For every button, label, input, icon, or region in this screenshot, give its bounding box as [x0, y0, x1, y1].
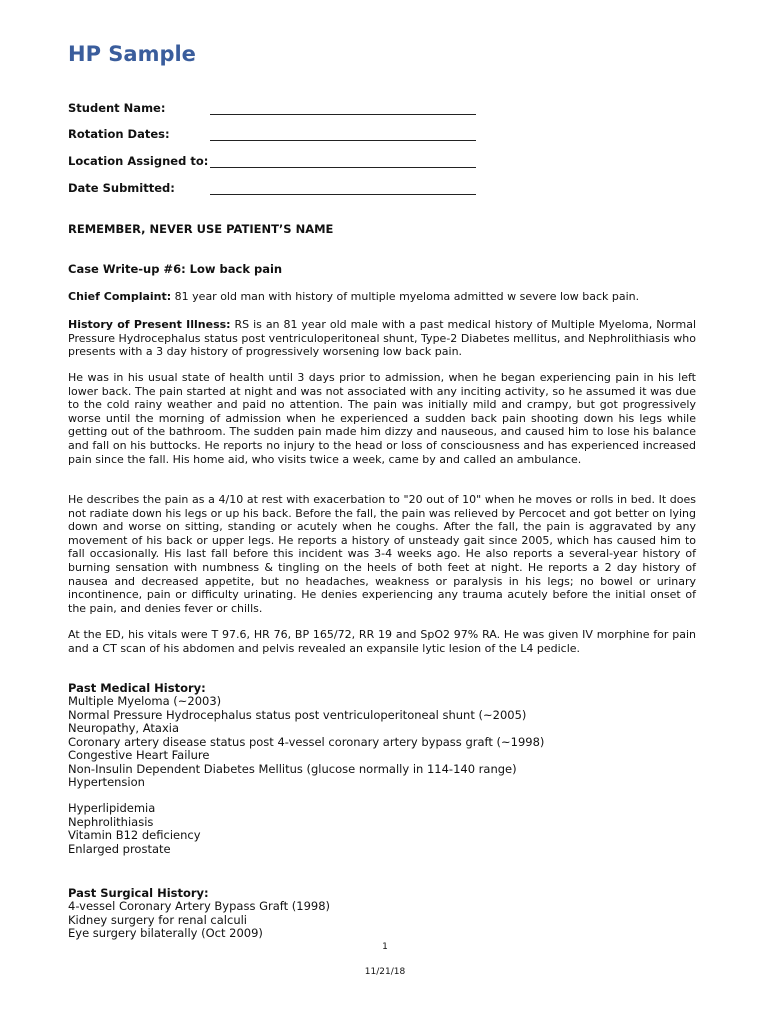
case-title: Case Write-up #6: Low back pain — [68, 262, 283, 276]
list-item: Multiple Myeloma (~2003) — [68, 694, 222, 708]
list-item: Neuropathy, Ataxia — [68, 721, 180, 735]
blank-line — [210, 167, 476, 168]
pmh-title: Past Medical History: — [68, 681, 206, 695]
blank-line — [210, 194, 476, 195]
list-item: Eye surgery bilaterally (Oct 2009) — [68, 926, 263, 940]
pmh-list-b — [68, 802, 201, 856]
hpi-paragraph-3: He describes the pain as a 4/10 at rest with exacerbation to "20 out of 10" when he moves or rolls in bed. It does not radiate down his legs or up his back. Before the fall, the pain was relieved by Percocet and got better on lying down and worse on sitting, standing or acutely when he coughs. After the fall, the pain is aggravated by any movement of his back or upper legs. He reports a history of unsteady gait since 2005, which has caused him to fall occasionally. His last fall before this incident was 3-4 weeks ago. He also reports a several-year history of burning sensation with numbness & tingling on the heels of both feet at night. He reports a 2 day history of nausea and decreased appetite, but no headaches, weakness or paralysis in his legs; no bowel or urinary incontinence, pain or difficulty urinating. He denies experiencing any trauma acutely before the initial onset of the pain, and denies fever or chills. — [68, 493, 696, 615]
page-title: HP Sample — [68, 42, 196, 66]
chief-complaint-label: Chief Complaint: — [68, 290, 172, 303]
field-label: Rotation Dates: — [68, 127, 170, 141]
ed-paragraph: At the ED, his vitals were T 97.6, HR 76, BP 165/72, RR 19 and SpO2 97% RA. He was given IV morphine for pain and a CT scan of his abdomen and pelvis revealed an expansile lytic lesion of the L4 pedicle. — [68, 628, 696, 655]
hpi-paragraph-2: He was in his usual state of health until 3 days prior to admission, when he began experiencing pain in his left lower back. The pain started at night and was not associated with any inciting activity, so he assumed it was due to the cold rainy weather and paid no attention. The pain was initially mild and crampy, but got progressively worse until the morning of admission when he experienced a sudden back pain shooting down his legs while getting out of the bathroom. The sudden pain made him dizzy and nauseous, and caused him to lose his balance and fall on his buttocks. He reports no injury to the head or loss of consciousness and has experienced increased pain since the fall. His home aid, who visits twice a week, came by and called an ambulance. — [68, 371, 696, 466]
date-submitted-field — [68, 181, 488, 195]
blank-line — [210, 140, 476, 141]
rotation-dates-field — [68, 127, 488, 141]
psh-list — [68, 900, 330, 941]
blank-line — [210, 114, 476, 115]
chief-complaint — [68, 290, 696, 304]
footer-date: 11/21/18 — [364, 967, 406, 977]
list-item: Nephrolithiasis — [68, 814, 154, 829]
list-item: Congestive Heart Failure — [68, 748, 210, 762]
chief-complaint-text: 81 year old man with history of multiple myeloma admitted w severe low back pain. — [171, 290, 640, 303]
hpi-text: RS is an 81 year old male with a past medical history of Multiple Myeloma, Normal Pressure Hydrocephalus status post ventriculoperitoneal shunt, Type-2 Diabetes mellitus, and Nephrolithiasis who presents with a 3 day history of progressively worsening low back pain. — [68, 318, 697, 359]
list-item: Coronary artery disease status post 4-vessel coronary artery bypass graft (~1998) — [68, 734, 545, 749]
list-item: Enlarged prostate — [68, 841, 171, 856]
student-name-field — [68, 101, 488, 115]
list-item: Hyperlipidemia — [68, 801, 156, 815]
psh-title: Past Surgical History: — [68, 886, 209, 900]
field-label: Location Assigned to: — [68, 154, 209, 168]
field-label: Student Name: — [68, 101, 166, 115]
list-item: 4-vessel Coronary Artery Bypass Graft (1998) — [68, 899, 331, 913]
field-label: Date Submitted: — [68, 181, 175, 195]
list-item: Non-Insulin Dependent Diabetes Mellitus (glucose normally in 114-140 range) — [68, 761, 517, 776]
remember-notice: REMEMBER, NEVER USE PATIENT’S NAME — [68, 222, 334, 236]
pmh-list-a — [68, 695, 544, 790]
location-assigned-field — [68, 154, 488, 168]
hpi-paragraph — [68, 318, 696, 359]
list-item: Kidney surgery for renal calculi — [68, 912, 248, 927]
list-item: Hypertension — [68, 775, 145, 789]
page-number: 1 — [382, 942, 388, 952]
list-item: Vitamin B12 deficiency — [68, 828, 201, 842]
list-item: Normal Pressure Hydrocephalus status post ventriculoperitoneal shunt (~2005) — [68, 707, 527, 722]
hpi-label: History of Present Illness: — [68, 318, 231, 331]
